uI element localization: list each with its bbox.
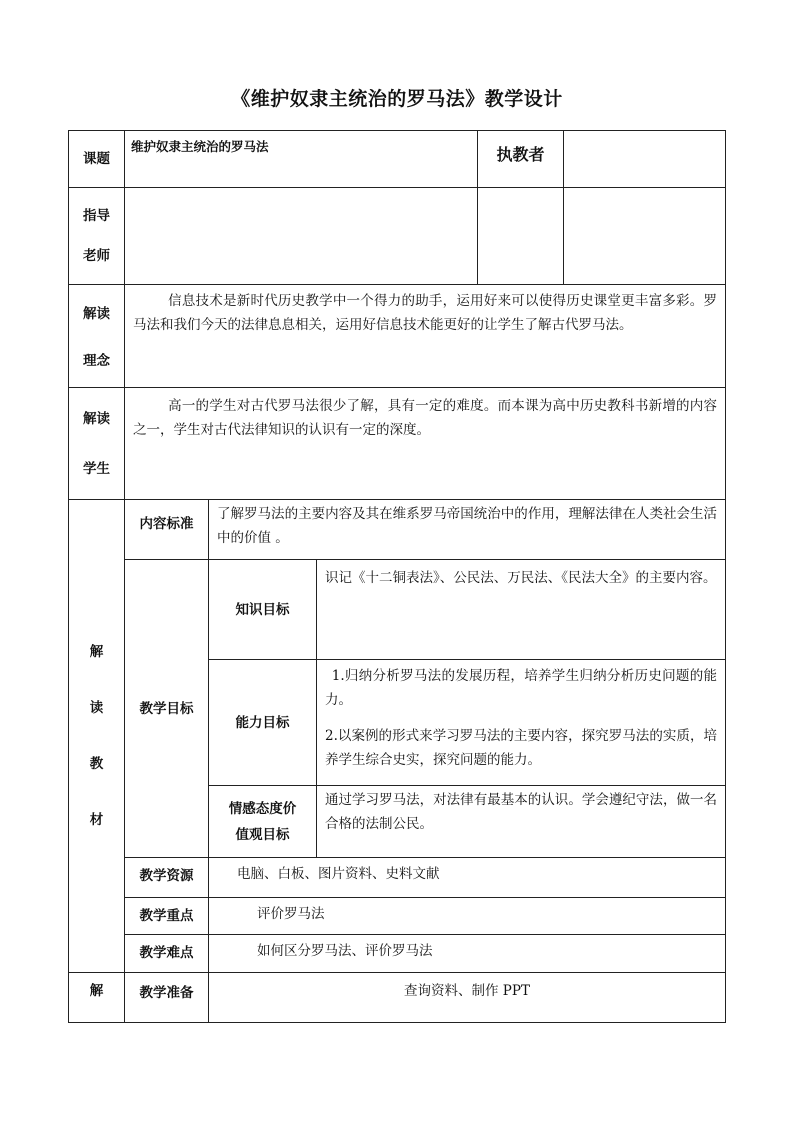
emotion-label (209, 786, 317, 858)
emotion-label-line2: 值观目标 (235, 826, 290, 843)
row-content-standard (69, 500, 726, 560)
ability-label: 能力目标 (209, 660, 317, 786)
focus-label: 教学重点 (125, 898, 209, 935)
prep-text: 查询资料、制作 PPT (209, 973, 726, 1023)
material-char-4: 材 (89, 812, 104, 828)
goals-label: 教学目标 (125, 560, 209, 858)
ability-item-1: 1.归纳分析罗马法的发展历程，培养学生归纳分析历史问题的能力。 (325, 668, 717, 708)
prep-label: 教学准备 (125, 973, 209, 1023)
students-label-line2: 学生 (83, 460, 110, 477)
content-standard-text: 了解罗马法的主要内容及其在维系罗马帝国统治中的作用，理解法律在人类社会生活中的价值 。 (209, 500, 726, 560)
row-prep (69, 973, 726, 1023)
document-title: 《维护奴隶主统治的罗马法》教学设计 (231, 88, 563, 110)
content-standard-label: 内容标准 (125, 500, 209, 560)
ability-item-2: 2.以案例的形式来学习罗马法的主要内容，探究罗马法的实质，培养学生综合史实，探究问题的能力。 (325, 728, 717, 768)
advisor-label-line2: 老师 (83, 248, 110, 264)
row-difficulty (69, 935, 726, 973)
course-label: 课题 (69, 131, 125, 188)
course-value: 维护奴隶主统治的罗马法 (125, 131, 478, 188)
teacher-value (564, 131, 726, 188)
concept-label (69, 285, 125, 388)
difficulty-text: 如何区分罗马法、评价罗马法 (209, 935, 726, 973)
advisor-label-line1: 指导 (83, 208, 110, 224)
row-focus (69, 898, 726, 935)
advisor-value (125, 188, 478, 285)
students-label-line1: 解读 (83, 410, 110, 427)
difficulty-label: 教学难点 (125, 935, 209, 973)
knowledge-text: 识记《十二铜表法》、公民法、万民法、《民法大全》的主要内容。 (317, 560, 726, 660)
emotion-text: 通过学习罗马法，对法律有最基本的认识。学会遵纪守法，做一名合格的法制公民。 (317, 786, 726, 858)
teacher-label: 执教者 (478, 131, 564, 188)
material-label (69, 500, 125, 973)
material-char-3: 教 (89, 756, 104, 772)
resources-label: 教学资源 (125, 858, 209, 898)
concept-text: 信息技术是新时代历史教学中一个得力的助手，运用好来可以使得历史课堂更丰富多彩。罗马法和我们今天的法律息息相关，运用好信息技术能更好的让学生了解古代罗马法。 (125, 285, 726, 388)
material-char-1: 解 (89, 644, 104, 660)
ability-text (317, 660, 726, 786)
advisor-label (69, 188, 125, 285)
knowledge-label: 知识目标 (209, 560, 317, 660)
focus-text: 评价罗马法 (209, 898, 726, 935)
prep-row-label: 解 (69, 973, 125, 1023)
row-advisor (69, 188, 726, 285)
ability-spacer (325, 712, 717, 724)
row-concept (69, 285, 726, 388)
row-students (69, 388, 726, 500)
row-knowledge (69, 560, 726, 660)
concept-label-line2: 理念 (83, 353, 110, 369)
row-course-title (69, 131, 726, 188)
advisor-blank-1 (478, 188, 564, 285)
students-label (69, 388, 125, 500)
lesson-plan-table (68, 130, 726, 1023)
row-resources (69, 858, 726, 898)
concept-label-line1: 解读 (83, 306, 110, 322)
emotion-label-line1: 情感态度价 (228, 800, 297, 817)
advisor-blank-2 (564, 188, 726, 285)
material-char-2: 读 (89, 700, 104, 716)
resources-text: 电脑、白板、图片资料、史料文献 (209, 858, 726, 898)
students-text: 高一的学生对古代罗马法很少了解，具有一定的难度。而本课为高中历史教科书新增的内容之一，学生对古代法律知识的认识有一定的深度。 (125, 388, 726, 500)
